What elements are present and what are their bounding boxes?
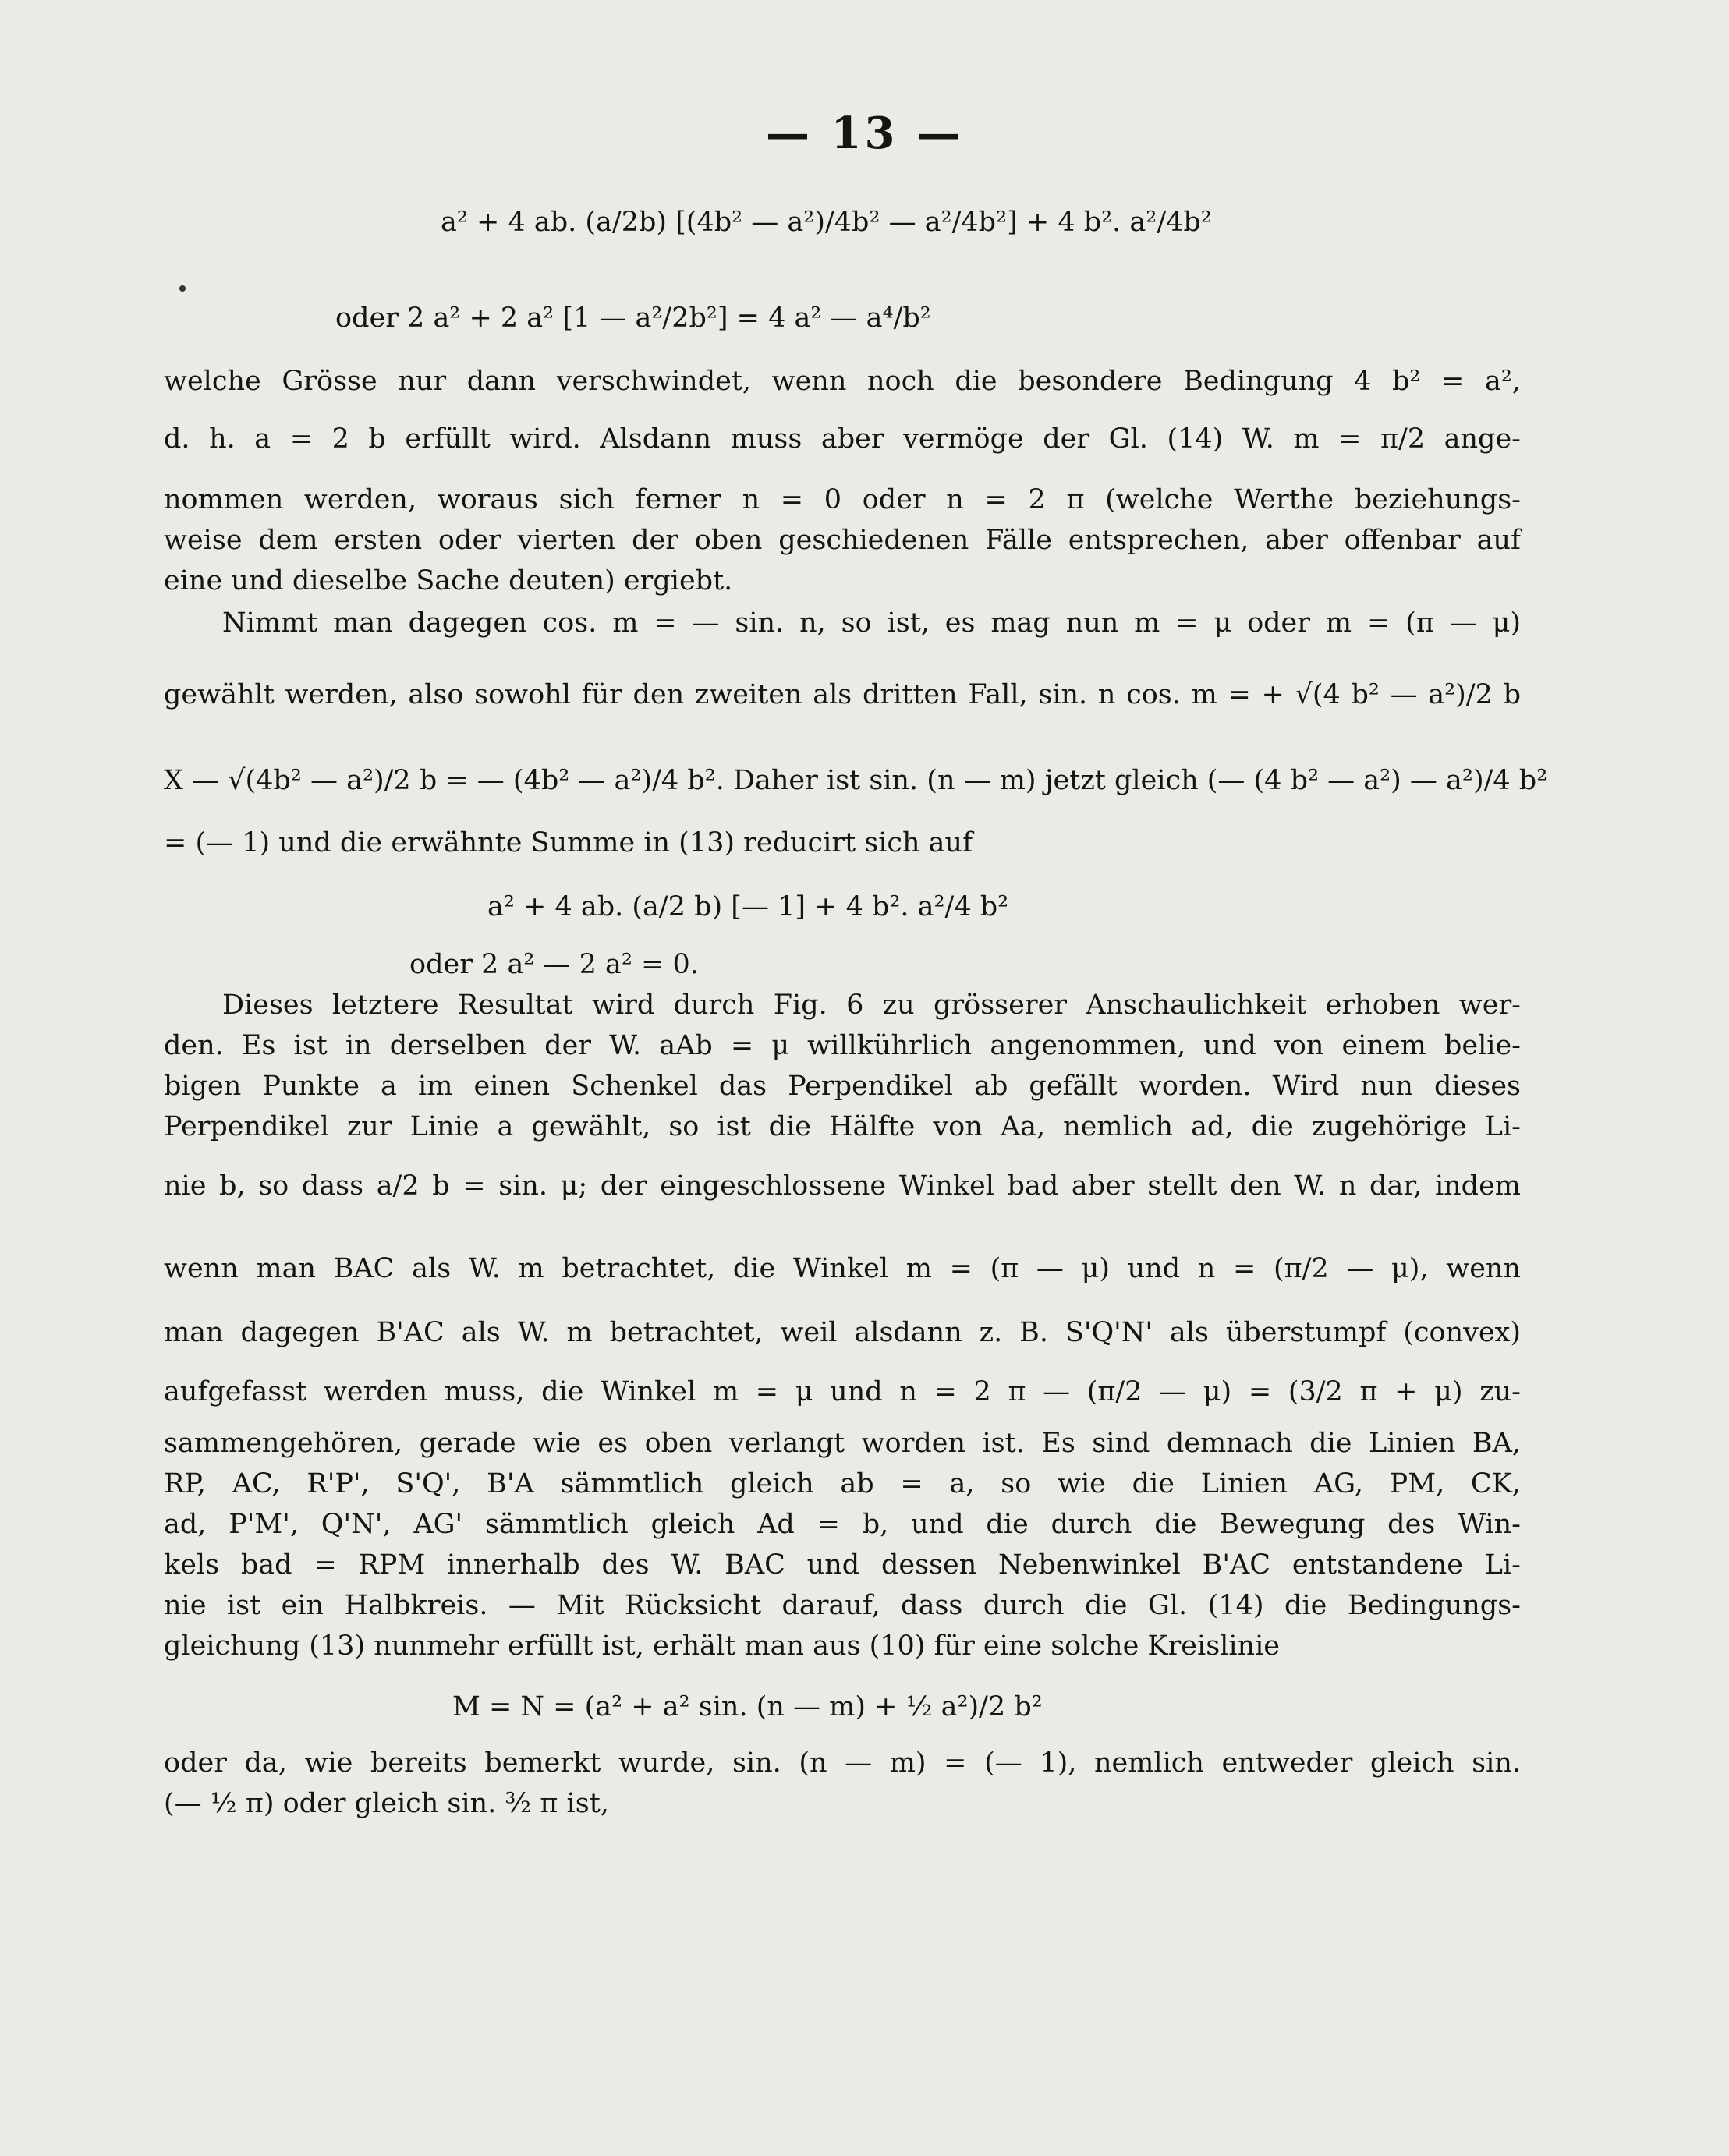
text-line: (— ½ π) oder gleich sin. ³⁄₂ π ist,: [164, 1788, 609, 1819]
text-line: Perpendikel zur Linie a gewählt, so ist die Hälfte von Aa, nemlich ad, die zugehörige Li-: [164, 1111, 1521, 1142]
text-line: d. h. a = 2 b erfüllt wird. Alsdann muss aber vermöge der Gl. (14) W. m = π/2 ange-: [164, 423, 1521, 455]
text-line: M = N = (a² + a² sin. (n — m) + ½ a²)/2 b²: [452, 1691, 1043, 1722]
text-line: oder 2 a² — 2 a² = 0.: [409, 949, 699, 980]
text-line: = (— 1) und die erwähnte Summe in (13) reducirt sich auf: [164, 827, 973, 859]
text-line: eine und dieselbe Sache deuten) ergiebt.: [164, 565, 733, 597]
text-line: welche Grösse nur dann verschwindet, wenn noch die besondere Bedingung 4 b² = a²,: [164, 366, 1521, 397]
text-line: Dieses letztere Resultat wird durch Fig. 6 zu grösserer Anschaulichkeit erhoben wer-: [222, 989, 1521, 1021]
text-line: nie b, so dass a/2 b = sin. μ; der eingeschlossene Winkel bad aber stellt den W. n dar, indem: [164, 1170, 1521, 1202]
text-line: oder 2 a² + 2 a² [1 — a²/2b²] = 4 a² — a⁴/b²: [335, 303, 931, 334]
text-line: RP, AC, R'P', S'Q', B'A sämmtlich gleich ab = a, so wie die Linien AG, PM, CK,: [164, 1468, 1521, 1499]
margin-dot: [179, 285, 186, 292]
text-line: nommen werden, woraus sich ferner n = 0 oder n = 2 π (welche Werthe beziehungs-: [164, 484, 1521, 515]
text-line: gleichung (13) nunmehr erfüllt ist, erhält man aus (10) für eine solche Kreislinie: [164, 1630, 1281, 1662]
text-line: ad, P'M', Q'N', AG' sämmtlich gleich Ad = b, und die durch die Bewegung des Win-: [164, 1509, 1521, 1540]
text-line: Nimmt man dagegen cos. m = — sin. n, so ist, es mag nun m = μ oder m = (π — μ): [222, 607, 1521, 639]
text-line: weise dem ersten oder vierten der oben geschiedenen Fälle entsprechen, aber offenbar auf: [164, 525, 1521, 556]
text-line: a² + 4 ab. (a/2 b) [— 1] + 4 b². a²/4 b²: [487, 891, 1009, 922]
text-line: nie ist ein Halbkreis. — Mit Rücksicht darauf, dass durch die Gl. (14) die Bedingungs-: [164, 1590, 1521, 1621]
text-line: bigen Punkte a im einen Schenkel das Perpendikel ab gefällt worden. Wird nun dieses: [164, 1071, 1521, 1102]
text-line: sammengehören, gerade wie es oben verlangt worden ist. Es sind demnach die Linien BA,: [164, 1428, 1521, 1459]
text-line: den. Es ist in derselben der W. aAb = μ willkührlich angenommen, und von einem belie-: [164, 1030, 1521, 1061]
text-line: gewählt werden, also sowohl für den zweiten als dritten Fall, sin. n cos. m = + √(4 b² — a²)/2 b: [164, 679, 1521, 710]
page-number: — 13 —: [766, 108, 963, 159]
text-line: man dagegen B'AC als W. m betrachtet, weil alsdann z. B. S'Q'N' als überstumpf (convex): [164, 1317, 1521, 1348]
text-line: wenn man BAC als W. m betrachtet, die Winkel m = (π — μ) und n = (π/2 — μ), wenn: [164, 1253, 1521, 1284]
text-line: kels bad = RPM innerhalb des W. BAC und dessen Nebenwinkel B'AC entstandene Li-: [164, 1549, 1521, 1581]
text-line: a² + 4 ab. (a/2b) [(4b² — a²)/4b² — a²/4b²] + 4 b². a²/4b²: [441, 207, 1212, 238]
text-line: X — √(4b² — a²)/2 b = — (4b² — a²)/4 b². Daher ist sin. (n — m) jetzt gleich (— (4 b² — a²) — a²)/4 b²: [164, 765, 1548, 796]
text-line: oder da, wie bereits bemerkt wurde, sin. (n — m) = (— 1), nemlich entweder gleich sin.: [164, 1747, 1521, 1779]
text-line: aufgefasst werden muss, die Winkel m = μ und n = 2 π — (π/2 — μ) = (3/2 π + μ) zu-: [164, 1376, 1521, 1407]
